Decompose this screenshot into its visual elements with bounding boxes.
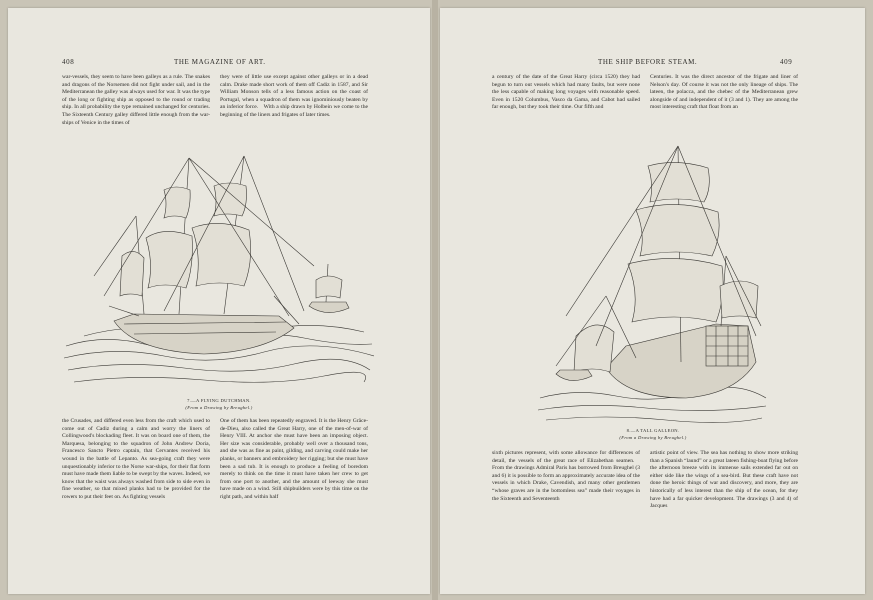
left-page-number: 408: [62, 58, 75, 66]
left-col2-bottom: [220, 418, 368, 568]
caption-title: 8.—A TALL GALLEON.: [626, 428, 680, 433]
paragraph: they were of little use except against other galleys or in a dead calm. Drake made short work of them off Cadiz in 1587, and Sir William Monson tells of a less famous action on the coast of Portugal, when a squadron of them was ignominiously beaten by an inferior force. With a ship drawn by Holbein we come to the beginning of the liners and frigates of later times.: [220, 74, 368, 118]
tall-galleon-illustration: [536, 136, 770, 426]
right-col1-bottom: [492, 450, 640, 560]
paragraph: artistic point of view. The sea has nothing to show more striking than a Spanish “laund” or a great lateen fishing-boat flying before the afternoon breeze with its immense sails extended far out on either side like the wings of a sea-bird. But these craft have not done the heroic things of war and discovery, and more, they are historically of less interest than the ship of the ocean, for they have had a far quicker development. The drawings (3 and 4) of Jacques: [650, 450, 798, 510]
right-page-number: 409: [780, 58, 793, 66]
left-col1-bottom: [62, 418, 210, 568]
caption-title: 7.—A FLYING DUTCHMAN.: [187, 398, 251, 403]
caption-credit: (From a Drawing by Breughel.): [619, 435, 687, 440]
caption-credit: (From a Drawing by Breughel.): [185, 405, 253, 410]
paragraph: the Crusades, and differed even less from the craft which used to come out of Cadiz during a calm and worry the liners of Collingwood's blockading fleet. It was on board one of them, the Marquesa, belonging to the squadron of John Andrew Doria, Francesco Sancto Pietro captain, that Cervantes received his wound in the battle of Lepanto. As sea-going craft they were unquestionably inferior to the Norse war-ships, for their flat form must have made them liable to be swept by the waves. Indeed, we know that the waist was always washed from side to side even in fine weather, so that mixed planks had to be provided for the rowers to put their feet on. As fighting vessels: [62, 418, 210, 500]
paragraph: a century of the date of the Great Harry (circa 1520) they had begun to turn out vessels which had many faults, but were none the less capable of making long voyages with reasonable speed. Even in 1520 Columbus, Vasco da Gama, and Cabot had sailed far enough, but they took their time. Our fifth and: [492, 74, 640, 111]
paragraph: One of them has been repeatedly engraved. It is the Henry Grâce-de-Dieu, also called the Great Harry, one of the men-of-war of Henry VIII. At anchor she must have been an imposing object. Her size was considerable, probably well over a thousand tons, and she was as fine as paint, gilding, and carving could make her planks, or banners and embroidery her rigging; but she must have been a sad tub. It is enough to produce a feeling of boredom merely to think on the time it must have taken her crew to get from one port to another, and the amount of leeway she must have made on a wind. Still shipbuilders were by this time on the right path, and within half: [220, 418, 368, 500]
right-col2-top: [650, 74, 798, 140]
left-figure-caption: [64, 398, 374, 410]
paragraph: Centuries. It was the direct ancestor of the frigate and liner of Nelson's day. Of course it was not the only lineage of ships. The lateen, the polacca, and the chebec of the Mediterranean grew alongside of and independent of it (3 and 1). They are among the most interesting craft that float from an: [650, 74, 798, 111]
right-col1-top: [492, 74, 640, 140]
paragraph: war-vessels, they seem to have been galleys as a rule. The snakes and dragons of the Norsemen did not fight under sail, and in the Mediterranean the galley was always used for war. It was the type of the long or fighting ship as opposed to the round or trading ship. In all probability the type remained unchanged for centuries. The Sixteenth Century galley differed little enough from the war-ships of Venice in the times of: [62, 74, 210, 126]
right-running-head: THE SHIP BEFORE STEAM.: [598, 58, 698, 66]
right-page: [440, 8, 865, 594]
left-col1-top: [62, 74, 210, 146]
right-figure-caption: [536, 428, 770, 440]
left-running-head: THE MAGAZINE OF ART.: [174, 58, 266, 66]
left-page: [8, 8, 430, 594]
flying-dutchman-illustration: [64, 146, 374, 394]
right-col2-bottom: [650, 450, 798, 560]
book-gutter: [432, 0, 438, 600]
left-col2-top: [220, 74, 368, 146]
paragraph: sixth pictures represent, with some allowance for differences of detail, the vessels of the great race of Elizabethan seamen. From the drawings Admiral Paris has borrowed from Breughel (3 and 6) it is possible to form an approximately accurate idea of the vessels in which Drake, Cavendish, and many other gentlemen “whose graves are in the bottomless sea” made their voyages in the Sixteenth and Seventeenth: [492, 450, 640, 502]
